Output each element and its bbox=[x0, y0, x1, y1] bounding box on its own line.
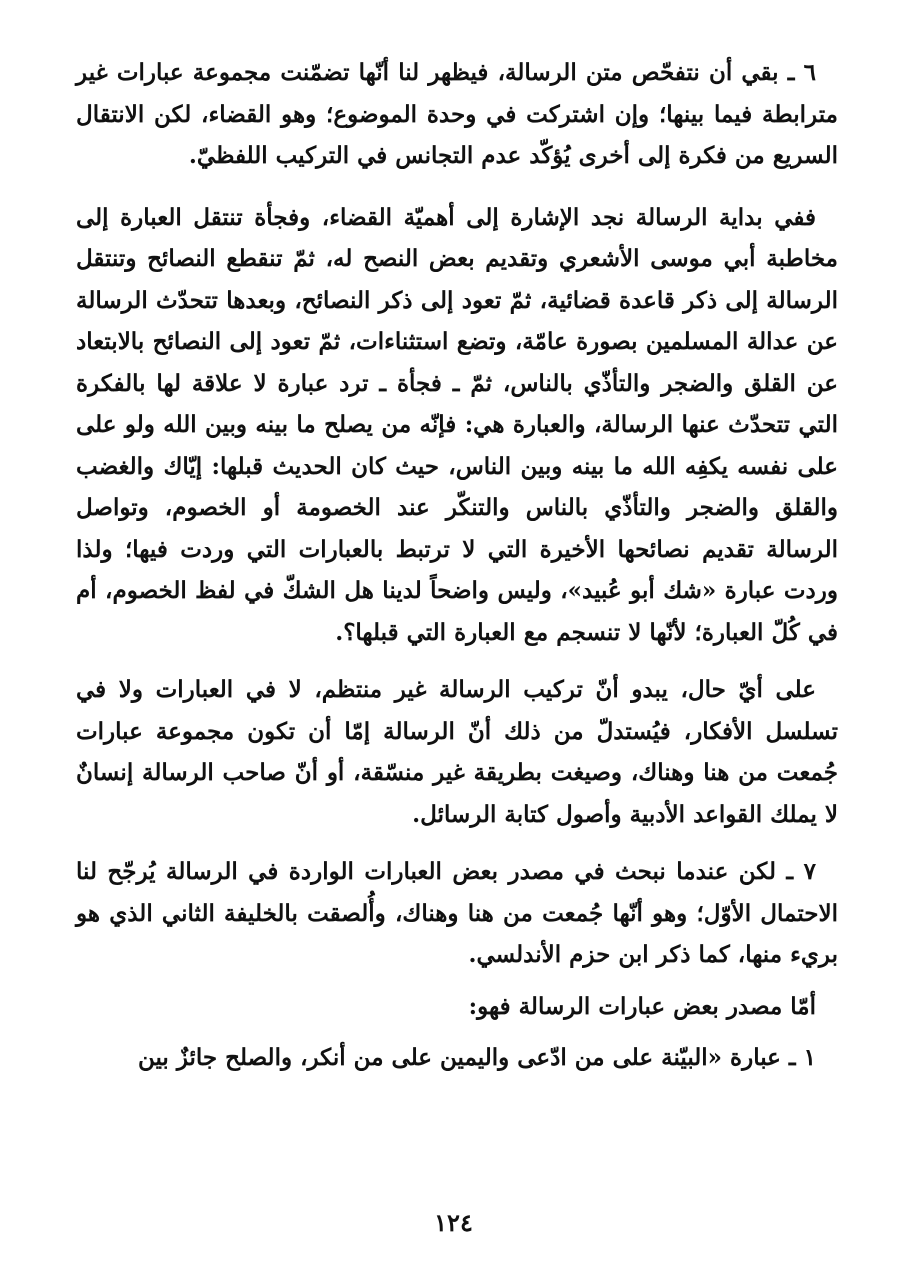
paragraph-message-structure: ففي بداية الرسالة نجد الإشارة إلى أهميّة القضاء، وفجأة تنتقل العبارة إلى مخاطبة أبي موسى الأشعري وتقديم بعض النصح له، ثمّ تنقطع النصائح وتنتقل الرسالة إلى ذكر قاعدة قضائية، ثمّ تعود إلى ذكر النصائح، وبعدها تتحدّث الرسالة عن عدالة المسلمين بصورة عامّة، وتضع استثناءات، ثمّ تعود إلى النصائح بالابتعاد عن القلق والضجر والتأذّي بالناس، ثمّ ـ فجأة ـ ترد عبارة لا علاقة لها بالفكرة التي تتحدّث عنها الرسالة، والعبارة هي: فإنّه من يصلح ما بينه وبين الله ولو على على نفسه يكفِه الله ما بينه وبين الناس، حيث كان الحديث قبلها: إيّاك والغضب والقلق والضجر والتأذّي بالناس والتنكّر عند الخصومة أو الخصوم، وتواصل الرسالة تقديم نصائحها الأخيرة التي لا ترتبط بالعبارات التي وردت فيها؛ ولذا وردت عبارة «شك أبو عُبيد»، وليس واضحاً لدينا هل الشكّ في لفظ الخصوم، أم في كُلّ العبارة؛ لأنّها لا تنسجم مع العبارة التي قبلها؟. bbox=[76, 203, 838, 646]
page-body bbox=[76, 52, 838, 1079]
paragraph-sources-intro: أمّا مصدر بعض عبارات الرسالة فهو: bbox=[468, 992, 816, 1020]
paragraph-source-1: ١ ـ عبارة «البيّنة على من ادّعى واليمين على من أنكر، والصلح جائزٌ بين bbox=[137, 1044, 816, 1071]
page-number: ١٢٤ bbox=[434, 1208, 473, 1237]
paragraph-point-6: ٦ ـ بقي أن نتفحّص متن الرسالة، فيظهر لنا أنّها تضمّنت مجموعة عبارات غير مترابطة فيما بينها؛ وإن اشتركت في وحدة الموضوع؛ وهو القضاء، لكن الانتقال السريع من فكرة إلى أخرى يُؤكّد عدم التجانس في التركيب اللفظيّ. bbox=[76, 59, 838, 169]
paragraph-conclusion: على أيّ حال، يبدو أنّ تركيب الرسالة غير منتظم، لا في العبارات ولا في تسلسل الأفكار، فيُستدلّ من ذلك أنّ الرسالة إمّا أن تكون مجموعة عبارات جُمعت من هنا وهناك، وصيغت بطريقة غير منسّقة، أو أنّ صاحب الرسالة إنسانٌ لا يملك القواعد الأدبية وأصول كتابة الرسائل. bbox=[76, 676, 838, 828]
paragraph-point-7: ٧ ـ لكن عندما نبحث في مصدر بعض العبارات الواردة في الرسالة يُرجّح لنا الاحتمال الأوّل؛ وهو أنّها جُمعت من هنا وهناك، وأُلصقت بالخليفة الثاني الذي هو بريء منها، كما ذكر ابن حزم الأندلسي. bbox=[76, 858, 838, 968]
